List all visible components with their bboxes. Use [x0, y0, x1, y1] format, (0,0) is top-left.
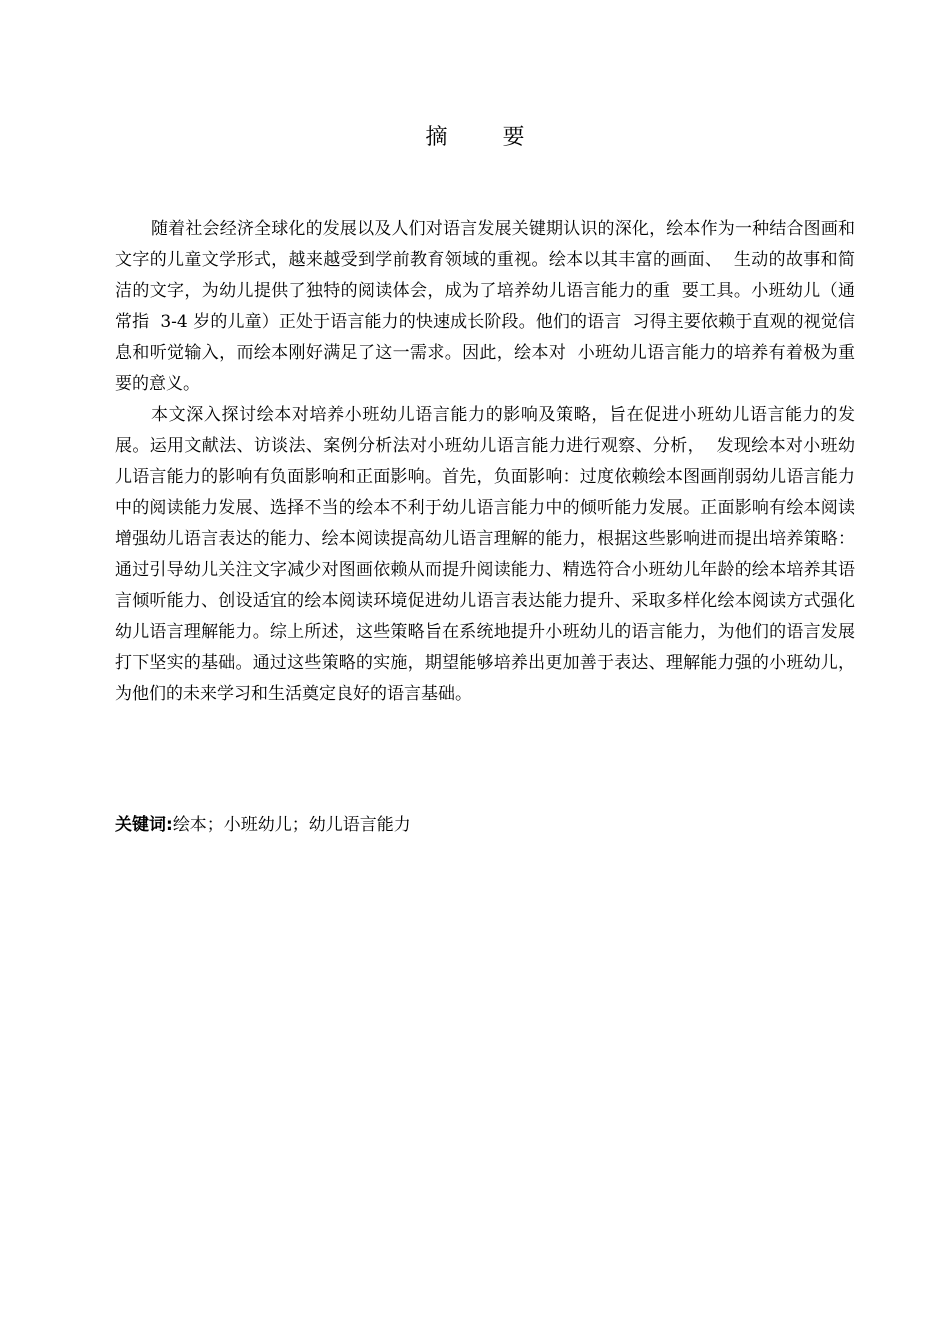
keywords-line [115, 810, 855, 841]
keywords-label: 关键词: [115, 815, 173, 835]
abstract-paragraph-2: 本文深入探讨绘本对培养小班幼儿语言能力的影响及策略，旨在促进小班幼儿语言能力的发展。运用文献法、访谈法、案例分析法对小班幼儿语言能力进行观察、分析， 发现绘本对小班幼儿语言能力的影响有负面影响和正面影响。首先，负面影响：过度依赖绘本图画削弱幼儿语言能力中的阅读能力发展、选择不当的绘本不利于幼儿语言能力中的倾听能力发展。正面影响有绘本阅读增强幼儿语言表达的能力、绘本阅读提高幼儿语言理解的能力，根据这些影响进而提出培养策略：通过引导幼儿关注文字减少对图画依赖从而提升阅读能力、精选符合小班幼儿年龄的绘本培养其语言倾听能力、创设适宜的绘本阅读环境促进幼儿语言表达能力提升、采取多样化绘本阅读方式强化幼儿语言理解能力。综上所述，这些策略旨在系统地提升小班幼儿的语言能力，为他们的语言发展打下坚实的基础。通过这些策略的实施，期望能够培养出更加善于表达、理解能力强的小班幼儿，为他们的未来学习和生活奠定良好的语言基础。 [115, 405, 855, 704]
page-title: 摘 要 [425, 125, 549, 150]
abstract-paragraph-1: 随着社会经济全球化的发展以及人们对语言发展关键期认识的深化，绘本作为一种结合图画和文字的儿童文学形式，越来越受到学前教育领域的重视。绘本以其丰富的画面、 生动的故事和简洁的文字，为幼儿提供了独特的阅读体会，成为了培养幼儿语言能力的重 要工具。小班幼儿（通常指 3-4 岁的儿童）正处于语言能力的快速成长阶段。他们的语言 习得主要依赖于直观的视觉信息和听觉输入，而绘本刚好满足了这一需求。因此，绘本对 小班幼儿语言能力的培养有着极为重要的意义。 [115, 219, 855, 394]
keywords-value: 绘本；小班幼儿；幼儿语言能力 [172, 815, 411, 835]
abstract-body [115, 214, 855, 710]
